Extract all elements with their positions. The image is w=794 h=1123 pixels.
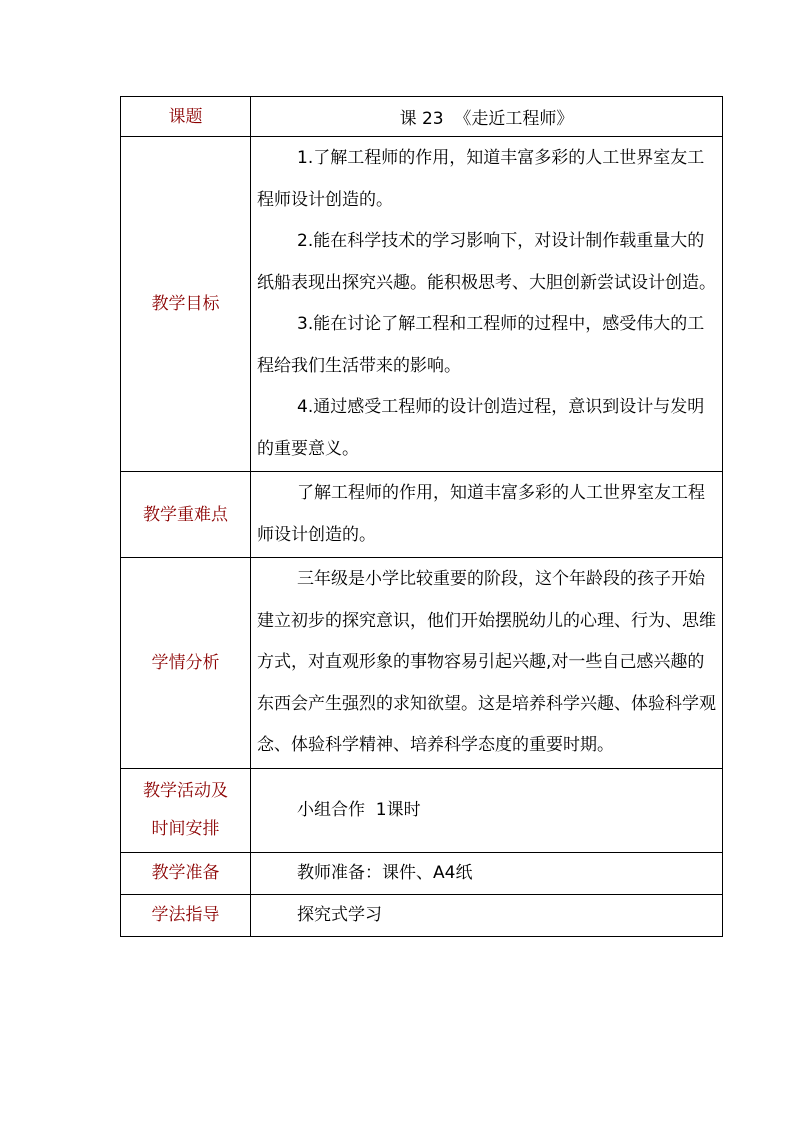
lesson-plan-table bbox=[120, 96, 723, 937]
objectives-label: 教学目标 bbox=[121, 137, 251, 472]
key-points-content bbox=[251, 472, 723, 558]
table-row-schedule bbox=[121, 768, 723, 852]
key-points-label: 教学重难点 bbox=[121, 472, 251, 558]
schedule-text: 小组合作 1课时 bbox=[297, 799, 421, 820]
schedule-label-line-2: 时间安排 bbox=[151, 819, 220, 839]
analysis-label: 学情分析 bbox=[121, 558, 251, 769]
method-text: 探究式学习 bbox=[297, 904, 382, 925]
schedule-label-line-1: 教学活动及 bbox=[143, 781, 228, 801]
table-row-objectives bbox=[121, 137, 723, 472]
analysis-text: 三年级是小学比较重要的阶段，这个年龄段的孩子开始建立初步的探究意识，他们开始摆脱幼儿的心理、行为、思维方式，对直观形象的事物容易引起兴趣,对一些自己感兴趣的东西会产生强烈的求知欲望。这是培养科学兴趣、体验科学观念、体验科学精神、培养科学态度的重要时期。 bbox=[257, 569, 716, 755]
method-label: 学法指导 bbox=[121, 894, 251, 936]
objectives-content bbox=[251, 137, 723, 472]
table-row-key-points bbox=[121, 472, 723, 558]
preparation-label: 教学准备 bbox=[121, 852, 251, 894]
objective-item-2: 2.能在科学技术的学习影响下，对设计制作载重量大的纸船表现出探究兴趣。能积极思考、大胆创新尝试设计创造。 bbox=[257, 231, 716, 293]
topic-label: 课题 bbox=[121, 97, 251, 137]
analysis-content bbox=[251, 558, 723, 769]
table-row-method bbox=[121, 894, 723, 936]
objective-item-3: 3.能在讨论了解工程和工程师的过程中，感受伟大的工程给我们生活带来的影响。 bbox=[257, 314, 705, 376]
objective-item-4: 4.通过感受工程师的设计创造过程，意识到设计与发明的重要意义。 bbox=[257, 397, 705, 459]
preparation-content bbox=[251, 852, 723, 894]
table-row-analysis bbox=[121, 558, 723, 769]
preparation-text: 教师准备：课件、A4纸 bbox=[297, 862, 473, 883]
schedule-label bbox=[121, 768, 251, 852]
objective-item-1: 1.了解工程师的作用，知道丰富多彩的人工世界室友工程师设计创造的。 bbox=[257, 148, 705, 210]
table-row-topic bbox=[121, 97, 723, 137]
key-points-text: 了解工程师的作用，知道丰富多彩的人工世界室友工程师设计创造的。 bbox=[257, 483, 705, 545]
table-row-preparation bbox=[121, 852, 723, 894]
topic-value: 课 23 《走近工程师》 bbox=[251, 97, 723, 137]
schedule-content bbox=[251, 768, 723, 852]
method-content bbox=[251, 894, 723, 936]
